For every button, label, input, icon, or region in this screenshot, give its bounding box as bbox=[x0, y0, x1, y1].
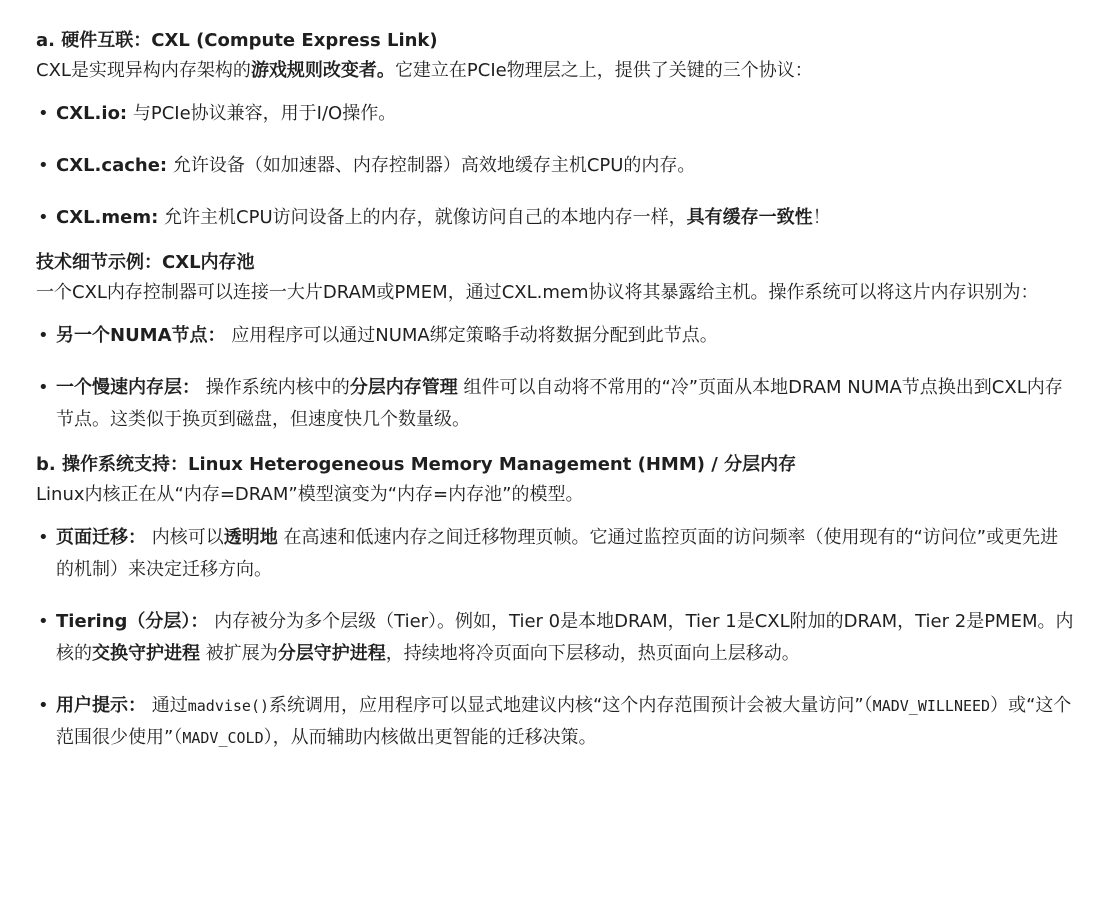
bullet-icon: • bbox=[38, 695, 49, 716]
bullet-bold: 透明地 bbox=[223, 527, 278, 548]
bullet-text: ）或“这个范围很少使用”（ bbox=[56, 695, 1072, 748]
memory-pool-list bbox=[36, 320, 1075, 436]
bullet-text: 与PCIe协议兼容，用于I/O操作。 bbox=[127, 103, 397, 124]
bullet-bold: 分层守护进程 bbox=[277, 643, 386, 664]
code-madv-willneed: MADV_WILLNEED bbox=[872, 697, 991, 715]
bullet-text: ，持续地将冷页面向下层移动，热页面向上层移动。 bbox=[385, 643, 800, 664]
bullet-text: 操作系统内核中的 bbox=[200, 377, 350, 398]
list-item bbox=[36, 320, 1075, 352]
list-item bbox=[36, 150, 1075, 182]
bullet-text: 在高速和低速内存之间迁移物理页帧。它通过监控页面的访问频率（使用现有的“访问位”或更先进的机制）来决定迁移方向。 bbox=[56, 527, 1059, 580]
bullet-term: Tiering（分层）： bbox=[56, 611, 209, 632]
list-item bbox=[36, 202, 1075, 234]
bullet-text: 被扩展为 bbox=[200, 643, 278, 664]
list-item bbox=[36, 606, 1075, 670]
bullet-text: 应用程序可以通过NUMA绑定策略手动将数据分配到此节点。 bbox=[225, 325, 718, 346]
list-item bbox=[36, 98, 1075, 130]
bullet-text: 内存被分为多个层级（Tier）。例如，Tier 0是本地DRAM，Tier 1是CXL附加的DRAM，Tier 2是PMEM。内核的 bbox=[56, 611, 1074, 664]
bullet-term: 另一个NUMA节点： bbox=[56, 325, 226, 346]
list-item bbox=[36, 522, 1075, 586]
bullet-term: CXL.cache: bbox=[56, 155, 168, 176]
bullet-term: 用户提示： bbox=[56, 695, 146, 716]
bullet-icon: • bbox=[38, 207, 49, 228]
bullet-bold-tail: 具有缓存一致性 bbox=[686, 207, 813, 228]
code-madv-cold: MADV_COLD bbox=[182, 729, 264, 747]
bullet-icon: • bbox=[38, 103, 49, 124]
bullet-text: 允许主机CPU访问设备上的内存，就像访问自己的本地内存一样， bbox=[158, 207, 687, 228]
bullet-icon: • bbox=[38, 377, 49, 398]
bullet-text: 组件可以自动将不常用的“冷”页面从本地DRAM NUMA节点换出到CXL内存节点。这类似于换页到磁盘，但速度快几个数量级。 bbox=[56, 377, 1063, 430]
tech-detail-heading: 技术细节示例：CXL内存池 bbox=[36, 252, 255, 273]
code-madvise: madvise() bbox=[187, 697, 270, 715]
tech-detail-para: 一个CXL内存控制器可以连接一大片DRAM或PMEM，通过CXL.mem协议将其暴露给主机。操作系统可以将这片内存识别为： bbox=[36, 282, 1039, 303]
bullet-text: 内核可以 bbox=[146, 527, 224, 548]
bullet-term: 一个慢速内存层： bbox=[56, 377, 200, 398]
bullet-icon: • bbox=[38, 527, 49, 548]
bullet-icon: • bbox=[38, 611, 49, 632]
bullet-term: CXL.io: bbox=[56, 103, 128, 124]
section-b-para: Linux内核正在从“内存=DRAM”模型演变为“内存=内存池”的模型。 bbox=[36, 484, 584, 505]
bullet-icon: • bbox=[38, 325, 49, 346]
intro-text: CXL是实现异构内存架构的 bbox=[36, 60, 251, 81]
cxl-protocol-list bbox=[36, 98, 1075, 234]
section-b-heading: b. 操作系统支持：Linux Heterogeneous Memory Management (HMM) / 分层内存 bbox=[36, 454, 797, 475]
bullet-tail: ！ bbox=[812, 207, 831, 228]
bullet-text: 允许设备（如加速器、内存控制器）高效地缓存主机CPU的内存。 bbox=[167, 155, 696, 176]
intro-bold: 游戏规则改变者。 bbox=[250, 60, 395, 81]
section-a-intro bbox=[36, 56, 1075, 86]
bullet-text: ），从而辅助内核做出更智能的迁移决策。 bbox=[263, 727, 597, 748]
bullet-bold: 交换守护进程 bbox=[92, 643, 200, 664]
list-item bbox=[36, 372, 1075, 436]
bullet-bold: 分层内存管理 bbox=[349, 377, 458, 398]
hmm-list bbox=[36, 522, 1075, 754]
bullet-text: 系统调用，应用程序可以显式地建议内核“这个内存范围预计会被大量访问”（ bbox=[269, 695, 873, 716]
list-item bbox=[36, 690, 1075, 754]
section-a-heading: a. 硬件互联：CXL (Compute Express Link) bbox=[36, 30, 438, 51]
bullet-term: 页面迁移： bbox=[56, 527, 146, 548]
bullet-icon: • bbox=[38, 155, 49, 176]
intro-text-post: 它建立在PCIe物理层之上，提供了关键的三个协议： bbox=[394, 60, 813, 81]
bullet-text: 通过 bbox=[146, 695, 188, 716]
bullet-term: CXL.mem: bbox=[56, 207, 159, 228]
